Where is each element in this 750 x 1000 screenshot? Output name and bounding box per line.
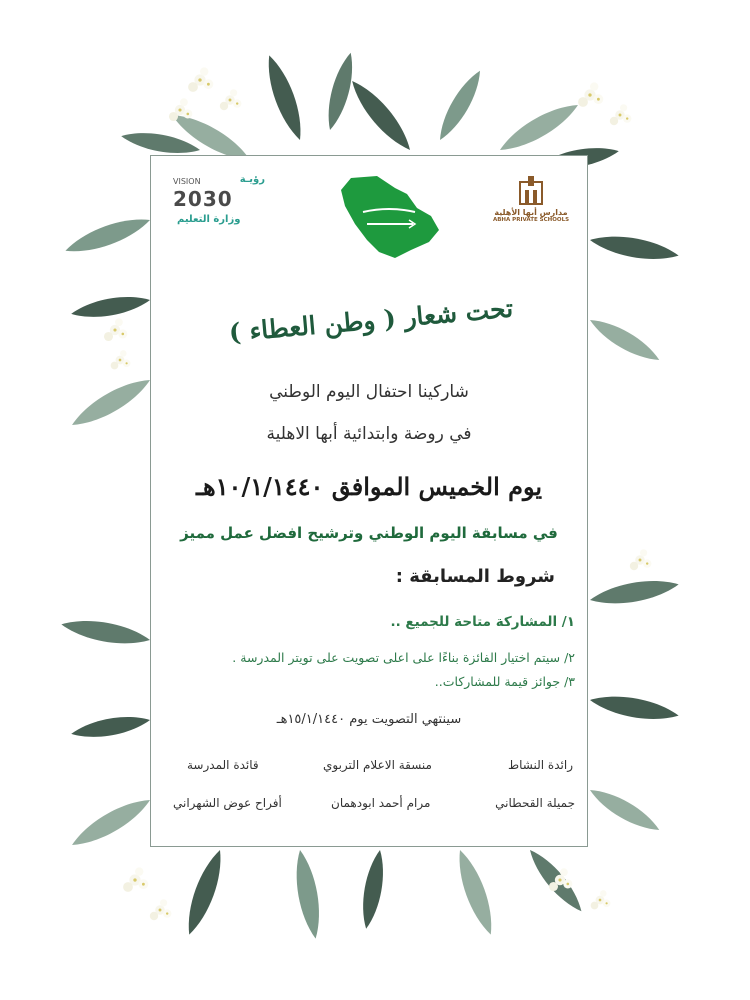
signature-title-media: منسقة الاعلام التربوي bbox=[323, 758, 432, 772]
school-name-ar: مدارس أبها الأهلية bbox=[494, 208, 568, 217]
intro-line-2: في روضة وابتدائية أبها الاهلية bbox=[266, 424, 472, 444]
signature-name-principal: أفراح عوض الشهراني bbox=[173, 796, 282, 810]
vision-ar-text: رؤيـة bbox=[239, 174, 265, 185]
signature-name-activity: جميلة القحطاني bbox=[495, 796, 575, 810]
vision-2030-logo bbox=[159, 174, 269, 238]
voting-end: سينتهي التصويت يوم ١٥/١/١٤٤٠هـ bbox=[276, 712, 462, 727]
contest-line: في مسابقة اليوم الوطني وترشيح افضل عمل مميز bbox=[180, 524, 558, 542]
signature-title-principal: قائدة المدرسة bbox=[187, 758, 259, 772]
condition-item: ١/ المشاركة متاحة للجميع .. bbox=[390, 614, 575, 630]
condition-item: ٣/ جوائز قيمة للمشاركات.. bbox=[434, 674, 575, 689]
conditions-heading: شروط المسابقة : bbox=[395, 566, 555, 587]
intro-line-1: شاركينا احتفال اليوم الوطني bbox=[269, 382, 469, 402]
signature-name-media: مرام أحمد ابودهمان bbox=[331, 796, 431, 810]
ministry-name: وزارة التعليم bbox=[177, 214, 241, 225]
school-logo bbox=[489, 174, 573, 234]
signature-title-activity: رائدة النشاط bbox=[508, 758, 573, 772]
school-name-en: ABHA PRIVATE SCHOOLS bbox=[492, 217, 570, 223]
condition-item: ٢/ سيتم اختيار الفائزة بناءًا على اعلى تصويت على تويتر المدرسة . bbox=[232, 650, 575, 665]
vision-year: 2030 bbox=[173, 187, 233, 211]
saudi-map-flag-icon bbox=[333, 172, 445, 262]
school-emblem-icon bbox=[514, 174, 548, 208]
vision-en-text: VISION bbox=[173, 177, 201, 186]
event-date: يوم الخميس الموافق ١٠/١/١٤٤٠هـ bbox=[195, 472, 543, 501]
invitation-card bbox=[150, 155, 588, 847]
slogan: تحت شعار ( وطن العطاء ) bbox=[227, 293, 515, 348]
